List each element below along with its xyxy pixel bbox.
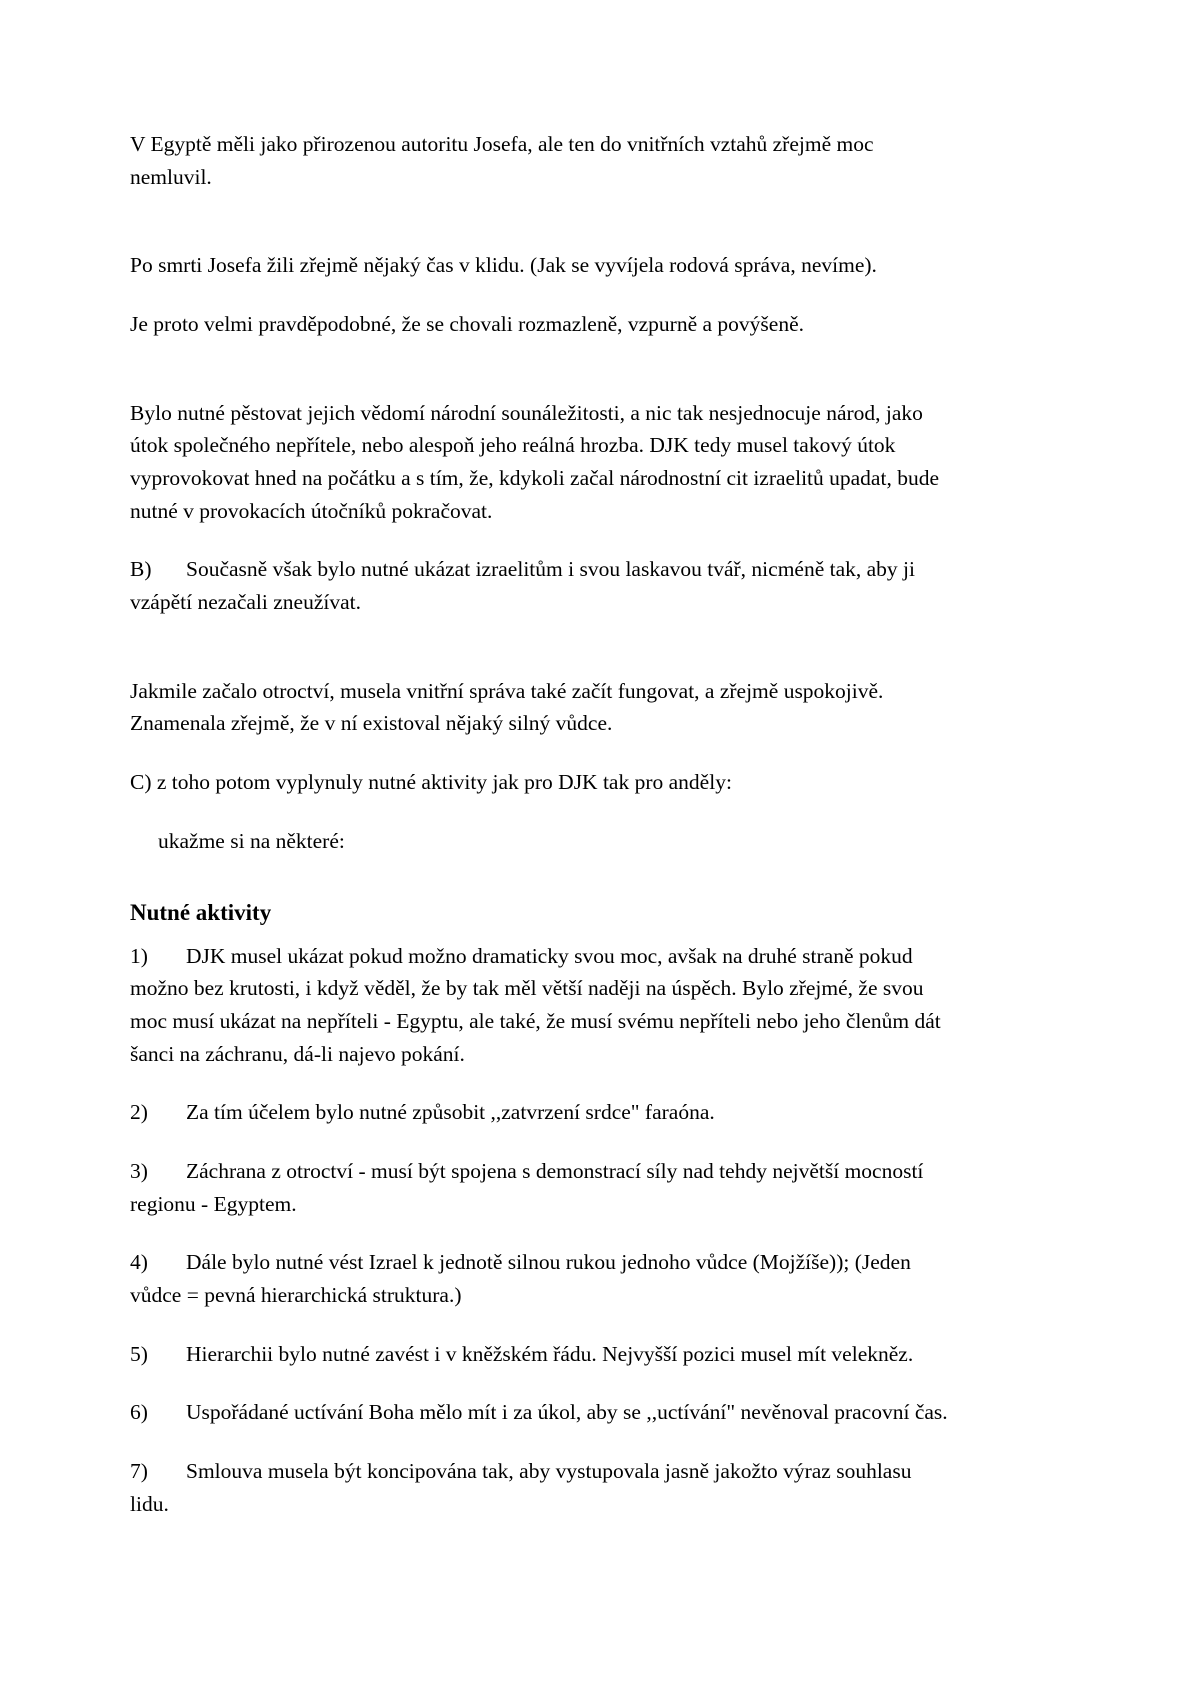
document-body <box>130 128 950 1520</box>
spacer <box>130 1070 950 1096</box>
numbered-item-1 <box>130 940 950 1071</box>
numbered-item-4-text: Dále bylo nutné vést Izrael k jednotě silnou rukou jednoho vůdce (Mojžíše)); (Jeden vůdce = pevná hierarchická struktura.) <box>130 1250 911 1307</box>
spacer <box>130 1220 950 1246</box>
spacer <box>130 799 950 825</box>
spacer <box>130 740 950 766</box>
numbered-item-1-text: DJK musel ukázat pokud možno dramaticky svou moc, avšak na druhé straně pokud možno bez krutosti, i když věděl, že by tak měl větší naději na úspěch. Bylo zřejmé, že svou moc musí ukázat na nepříteli - Egyptu, ale také, že musí svému nepříteli nebo jeho členům dát šanci na záchranu, dá-li najevo pokání. <box>130 943 941 1066</box>
numbered-item-7-marker: 7) <box>130 1458 148 1483</box>
paragraph-national-identity: Bylo nutné pěstovat jejich vědomí národní sounáležitosti, a nic tak nesjednocuje národ, jako útok společného nepřítele, nebo alespoň jeho reálná hrozba. DJK tedy musel takový útok vyprovokovat hned na počátku a s tím, že, kdykoli začal národnostní cit izraelitů upadat, bude nutné v provokacích útočníků pokračovat. <box>130 400 939 523</box>
numbered-item-2 <box>130 1096 950 1129</box>
list-item-b-text: Současně však bylo nutné ukázat izraelitům i svou laskavou tvář, nicméně tak, aby ji vzápětí nezačali zneužívat. <box>130 557 916 615</box>
numbered-item-4 <box>130 1246 950 1311</box>
numbered-item-2-text: Za tím účelem bylo nutné způsobit ,,zatvrzení srdce" faraóna. <box>186 1100 715 1125</box>
numbered-item-5 <box>130 1338 950 1371</box>
spacer <box>130 1429 950 1455</box>
numbered-item-6 <box>130 1396 950 1429</box>
spacer <box>130 341 950 397</box>
spacer <box>130 930 950 940</box>
numbered-item-5-marker: 5) <box>130 1341 148 1366</box>
numbered-item-7 <box>130 1455 950 1520</box>
spacer <box>130 619 950 675</box>
spacer <box>130 193 950 249</box>
paragraph-after-joseph: Po smrti Josefa žili zřejmě nějaký čas v klidu. (Jak se vyvíjela rodová správa, nevíme). <box>130 253 877 278</box>
spacer <box>130 1370 950 1396</box>
spacer <box>130 1129 950 1155</box>
numbered-item-3-marker: 3) <box>130 1158 148 1183</box>
list-item-b <box>130 553 950 618</box>
numbered-item-2-marker: 2) <box>130 1100 148 1125</box>
numbered-item-5-text: Hierarchii bylo nutné zavést i v kněžském řádu. Nejvyšší pozici musel mít velekněz. <box>186 1341 914 1366</box>
numbered-item-7-text: Smlouva musela být koncipována tak, aby vystupovala jasně jakožto výraz souhlasu lidu. <box>130 1458 912 1516</box>
spacer <box>130 1312 950 1338</box>
paragraph-intro: V Egyptě měli jako přirozenou autoritu Josefa, ale ten do vnitřních vztahů zřejmě moc nemluvil. <box>130 132 874 189</box>
numbered-item-1-marker: 1) <box>130 943 148 968</box>
paragraph-slavery-admin: Jakmile začalo otroctví, musela vnitřní správa také začít fungovat, a zřejmě uspokojivě. Znamenala zřejmě, že v ní existoval nějaký silný vůdce. <box>130 678 884 736</box>
paragraph-likely-behaviour: Je proto velmi pravděpodobné, že se chovali rozmazleně, vzpurně a povýšeně. <box>130 312 805 337</box>
paragraph-c: C) z toho potom vyplynuly nutné aktivity jak pro DJK tak pro anděly: <box>130 770 732 795</box>
section-heading-necessary-activities: Nutné aktivity <box>130 900 272 926</box>
numbered-item-6-marker: 6) <box>130 1400 148 1425</box>
numbered-item-6-text: Uspořádané uctívání Boha mělo mít i za úkol, aby se ,,uctívání" nevěnoval pracovní čas. <box>186 1400 948 1425</box>
numbered-item-3-text: Záchrana z otroctví - musí být spojena s demonstrací síly nad tehdy největší mocností regionu - Egyptem. <box>130 1158 924 1216</box>
numbered-item-4-marker: 4) <box>130 1250 148 1275</box>
spacer <box>130 282 950 308</box>
list-marker-b: B) <box>130 557 152 582</box>
spacer <box>130 857 950 897</box>
numbered-item-3 <box>130 1155 950 1220</box>
paragraph-show-some: ukažme si na některé: <box>158 828 345 853</box>
spacer <box>130 527 950 553</box>
